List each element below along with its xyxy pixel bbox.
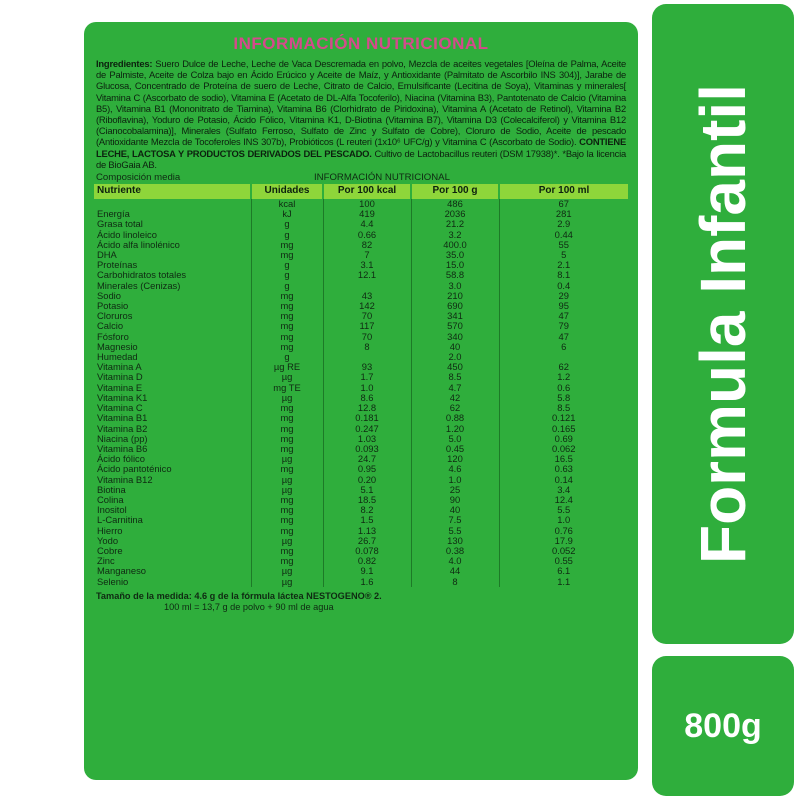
row-per-100g: 2.0 bbox=[411, 352, 499, 362]
row-per-100ml: 2.9 bbox=[499, 219, 628, 229]
row-nutrient: Zinc bbox=[97, 555, 115, 567]
row-nutrient: Vitamina B6 bbox=[97, 442, 148, 454]
row-nutrient: Vitamina A bbox=[97, 361, 142, 373]
row-nutrient: Potasio bbox=[97, 300, 129, 312]
row-per-100g: 130 bbox=[411, 536, 499, 546]
row-per-100ml: 17.9 bbox=[499, 536, 628, 546]
row-per-100kcal: 0.093 bbox=[323, 444, 411, 454]
row-per-100g: 90 bbox=[411, 495, 499, 505]
row-per-100g: 4.7 bbox=[411, 383, 499, 393]
row-unit: g bbox=[251, 230, 323, 240]
row-nutrient: Biotina bbox=[97, 483, 126, 495]
row-nutrient: DHA bbox=[97, 249, 117, 261]
row-per-100kcal: 4.4 bbox=[323, 219, 411, 229]
table-row bbox=[94, 515, 628, 525]
net-weight-text: 800g bbox=[684, 706, 762, 745]
row-per-100ml: 29 bbox=[499, 291, 628, 301]
header-unidades: Unidades bbox=[251, 184, 323, 199]
row-unit: mg bbox=[251, 321, 323, 331]
row-unit: µg bbox=[251, 372, 323, 382]
row-per-100kcal: 93 bbox=[323, 362, 411, 372]
row-unit: µg bbox=[251, 536, 323, 546]
row-nutrient: Selenio bbox=[97, 575, 129, 587]
row-per-100kcal: 82 bbox=[323, 240, 411, 250]
row-unit: mg bbox=[251, 311, 323, 321]
product-type-text: Formula Infantil bbox=[687, 84, 759, 564]
row-nutrient: Colina bbox=[97, 493, 124, 505]
row-per-100kcal: 8.2 bbox=[323, 505, 411, 515]
row-unit: µg bbox=[251, 577, 323, 587]
table-row bbox=[94, 301, 628, 311]
table-header-row bbox=[94, 184, 628, 199]
row-unit: µg bbox=[251, 393, 323, 403]
row-nutrient: Ácido linoleico bbox=[97, 228, 157, 240]
row-per-100ml: 6 bbox=[499, 342, 628, 352]
row-per-100kcal: 9.1 bbox=[323, 566, 411, 576]
row-per-100kcal: 0.66 bbox=[323, 230, 411, 240]
table-row bbox=[94, 352, 628, 362]
row-per-100kcal: 117 bbox=[323, 321, 411, 331]
row-per-100g: 1.0 bbox=[411, 475, 499, 485]
row-unit: mg bbox=[251, 240, 323, 250]
row-per-100g: 400.0 bbox=[411, 240, 499, 250]
table-row bbox=[94, 240, 628, 250]
row-nutrient: Manganeso bbox=[97, 565, 146, 577]
row-per-100ml: 62 bbox=[499, 362, 628, 372]
row-unit: µg RE bbox=[251, 362, 323, 372]
row-nutrient: Vitamina B2 bbox=[97, 422, 148, 434]
row-per-100g: 690 bbox=[411, 301, 499, 311]
row-unit: g bbox=[251, 281, 323, 291]
table-title: INFORMACIÓN NUTRICIONAL bbox=[314, 172, 450, 184]
row-per-100g: 40 bbox=[411, 342, 499, 352]
product-type-banner bbox=[652, 4, 794, 644]
row-per-100ml: 8.1 bbox=[499, 270, 628, 280]
row-per-100g: 8.5 bbox=[411, 372, 499, 382]
row-per-100g: 15.0 bbox=[411, 260, 499, 270]
row-per-100g: 35.0 bbox=[411, 250, 499, 260]
row-unit: mg bbox=[251, 444, 323, 454]
row-per-100kcal: 70 bbox=[323, 311, 411, 321]
row-per-100ml: 0.76 bbox=[499, 526, 628, 536]
row-nutrient: Minerales (Cenizas) bbox=[97, 279, 181, 291]
row-per-100ml: 0.14 bbox=[499, 475, 628, 485]
row-per-100ml: 0.63 bbox=[499, 464, 628, 474]
row-per-100ml: 281 bbox=[499, 209, 628, 219]
row-per-100ml: 79 bbox=[499, 321, 628, 331]
row-nutrient: Proteínas bbox=[97, 259, 138, 271]
header-por-100-kcal: Por 100 kcal bbox=[323, 184, 411, 199]
row-unit: µg bbox=[251, 566, 323, 576]
row-nutrient: Vitamina C bbox=[97, 402, 143, 414]
row-per-100ml: 1.2 bbox=[499, 372, 628, 382]
row-per-100kcal: 3.1 bbox=[323, 260, 411, 270]
row-per-100g: 3.2 bbox=[411, 230, 499, 240]
panel-title: INFORMACIÓN NUTRICIONAL bbox=[233, 34, 489, 53]
row-nutrient: Ácido alfa linolénico bbox=[97, 238, 180, 250]
row-per-100g: 7.5 bbox=[411, 515, 499, 525]
row-per-100ml: 0.062 bbox=[499, 444, 628, 454]
row-nutrient: Cobre bbox=[97, 544, 123, 556]
row-per-100kcal: 0.247 bbox=[323, 424, 411, 434]
row-per-100kcal: 142 bbox=[323, 301, 411, 311]
table-row bbox=[94, 577, 628, 587]
header-por-100-ml: Por 100 ml bbox=[499, 184, 628, 199]
row-per-100g: 40 bbox=[411, 505, 499, 515]
row-per-100g: 44 bbox=[411, 566, 499, 576]
dilution-text: 100 ml = 13,7 g de polvo + 90 ml de agua bbox=[164, 601, 334, 612]
row-per-100g: 58.8 bbox=[411, 270, 499, 280]
row-nutrient: Grasa total bbox=[97, 218, 143, 230]
row-per-100kcal: 1.03 bbox=[323, 434, 411, 444]
table-row bbox=[94, 321, 628, 331]
header-nutriente: Nutriente bbox=[94, 184, 251, 199]
row-nutrient: Energía bbox=[97, 208, 130, 220]
row-unit: mg bbox=[251, 464, 323, 474]
table-row bbox=[94, 464, 628, 474]
row-per-100g: 0.88 bbox=[411, 413, 499, 423]
row-unit: mg bbox=[251, 301, 323, 311]
row-per-100ml: 55 bbox=[499, 240, 628, 250]
row-per-100kcal: 1.0 bbox=[323, 383, 411, 393]
row-per-100ml: 0.6 bbox=[499, 383, 628, 393]
row-unit: µg bbox=[251, 475, 323, 485]
row-per-100g: 4.0 bbox=[411, 556, 499, 566]
row-nutrient: Yodo bbox=[97, 534, 119, 546]
row-per-100g: 42 bbox=[411, 393, 499, 403]
row-per-100kcal: 419 bbox=[323, 209, 411, 219]
ingredients-block bbox=[96, 58, 626, 170]
row-nutrient: Vitamina B1 bbox=[97, 412, 148, 424]
ingredients-label: Ingredientes: bbox=[96, 58, 153, 69]
row-per-100ml: 0.4 bbox=[499, 281, 628, 291]
composition-label: Composición media bbox=[96, 172, 181, 184]
row-unit: mg bbox=[251, 526, 323, 536]
row-unit: mg bbox=[251, 342, 323, 352]
row-nutrient: Cloruros bbox=[97, 310, 133, 322]
row-per-100g: 3.0 bbox=[411, 281, 499, 291]
row-unit: g bbox=[251, 219, 323, 229]
row-unit: g bbox=[251, 270, 323, 280]
row-per-100ml: 8.5 bbox=[499, 403, 628, 413]
row-per-100g: 21.2 bbox=[411, 219, 499, 229]
row-nutrient: Carbohidratos totales bbox=[97, 269, 187, 281]
row-nutrient: Vitamina D bbox=[97, 371, 143, 383]
row-per-100g: 25 bbox=[411, 485, 499, 495]
row-per-100g: 4.6 bbox=[411, 464, 499, 474]
row-per-100g: 5.5 bbox=[411, 526, 499, 536]
row-unit: kcal bbox=[251, 199, 323, 209]
row-unit: µg bbox=[251, 485, 323, 495]
row-per-100g: 570 bbox=[411, 321, 499, 331]
row-per-100kcal: 1.6 bbox=[323, 577, 411, 587]
row-unit: mg bbox=[251, 515, 323, 525]
row-nutrient: Ácido pantoténico bbox=[97, 463, 172, 475]
culture-text: Cultivo de Lactobacillus reuteri (DSM 17938)*. *Bajo la licencia de BioGaia AB. bbox=[96, 147, 626, 170]
row-nutrient: Niacina (pp) bbox=[97, 432, 148, 444]
row-per-100kcal: 5.1 bbox=[323, 485, 411, 495]
row-per-100ml: 0.052 bbox=[499, 546, 628, 556]
row-per-100g: 340 bbox=[411, 332, 499, 342]
row-per-100kcal: 24.7 bbox=[323, 454, 411, 464]
table-row bbox=[94, 332, 628, 342]
row-per-100ml: 3.4 bbox=[499, 485, 628, 495]
nutrition-table bbox=[94, 184, 628, 587]
row-nutrient: Vitamina K1 bbox=[97, 391, 148, 403]
row-nutrient: Sodio bbox=[97, 289, 121, 301]
table-row bbox=[94, 342, 628, 352]
row-per-100g: 5.0 bbox=[411, 434, 499, 444]
table-row bbox=[94, 413, 628, 423]
ingredients-text: Suero Dulce de Leche, Leche de Vaca Descremada en polvo, Mezcla de aceites vegetales [Oleína de Palma, Aceite de Palmiste, Aceite de Colza bajo en Ácido Erúcico y Aceite de Maíz, y Antioxidante (Palmitato de Ascorbilo INS 304)], Jarabe de Glucosa, Concentrado de Proteína de suero de Leche, Citrato de Calcio, Emulsificante (Lecitina de Soya), Vitaminas y minerales[ Vitamina C (Ascorbato de sodio), Vitamina E (Acetato de DL-Alfa Tocoferilo), Niacina (Vitamina B3), Pantotenato de Calcio (Vitamina B5), Vitamina B1 (Mononitrato de Tiamina), Vitamina B6 (Clorhidrato de Piridoxina), Vitamina A (Acetato de Retinol), Vitamina B2 (Riboflavina), Yoduro de Potasio, Ácido Fólico, Vitamina K1, D-Biotina (Vitamina B7), Vitamina D3 (Colecalciferol) y Vitamina B12 (Cianocobalamina)], Minerales (Sulfato Ferroso, Sulfato de Zinc y Sulfato de Cobre), Cloruro de Sodio, Aceite de pescado (Antioxidante Mezcla de Tocoferoles INS 307b), Probióticos (L reuteri (1x10⁶ UFC/g) y Vitamina C (Ascorbato de Sodio). bbox=[96, 58, 626, 148]
row-per-100kcal: 70 bbox=[323, 332, 411, 342]
row-per-100ml: 0.44 bbox=[499, 230, 628, 240]
row-unit: mg bbox=[251, 434, 323, 444]
row-unit: mg bbox=[251, 403, 323, 413]
row-per-100g: 450 bbox=[411, 362, 499, 372]
row-per-100ml: 5.8 bbox=[499, 393, 628, 403]
row-per-100g: 210 bbox=[411, 291, 499, 301]
row-unit: g bbox=[251, 352, 323, 362]
row-nutrient: Vitamina B12 bbox=[97, 473, 153, 485]
row-per-100kcal: 0.181 bbox=[323, 413, 411, 423]
row-per-100g: 1.20 bbox=[411, 424, 499, 434]
row-per-100g: 120 bbox=[411, 454, 499, 464]
row-unit: mg bbox=[251, 413, 323, 423]
row-per-100g: 0.45 bbox=[411, 444, 499, 454]
row-per-100g: 486 bbox=[411, 199, 499, 209]
serving-footer bbox=[96, 591, 626, 613]
row-nutrient: Ácido fólico bbox=[97, 453, 145, 465]
row-per-100kcal: 8 bbox=[323, 342, 411, 352]
row-per-100kcal: 1.7 bbox=[323, 372, 411, 382]
row-per-100ml: 5.5 bbox=[499, 505, 628, 515]
serving-size-text: Tamaño de la medida: 4.6 g de la fórmula láctea NESTOGENO® 2. bbox=[96, 590, 382, 601]
row-per-100kcal: 12.8 bbox=[323, 403, 411, 413]
row-per-100ml: 6.1 bbox=[499, 566, 628, 576]
row-per-100kcal: 100 bbox=[323, 199, 411, 209]
allergen-text: CONTIENE LECHE, LACTOSA Y PRODUCTOS DERIVADOS DEL PESCADO. bbox=[96, 136, 626, 159]
row-per-100ml: 47 bbox=[499, 311, 628, 321]
row-per-100ml: 0.165 bbox=[499, 424, 628, 434]
row-per-100kcal: 0.95 bbox=[323, 464, 411, 474]
row-nutrient: Vitamina E bbox=[97, 381, 143, 393]
row-per-100ml: 12.4 bbox=[499, 495, 628, 505]
row-per-100ml: 1.1 bbox=[499, 577, 628, 587]
row-unit: g bbox=[251, 260, 323, 270]
row-unit: mg bbox=[251, 424, 323, 434]
row-nutrient: Fósforo bbox=[97, 330, 129, 342]
row-unit: mg bbox=[251, 250, 323, 260]
row-unit: mg bbox=[251, 495, 323, 505]
row-per-100g: 8 bbox=[411, 577, 499, 587]
row-per-100ml: 16.5 bbox=[499, 454, 628, 464]
row-nutrient: Humedad bbox=[97, 351, 138, 363]
row-per-100kcal: 43 bbox=[323, 291, 411, 301]
row-per-100g: 2036 bbox=[411, 209, 499, 219]
row-nutrient: L-Carnitina bbox=[97, 514, 143, 526]
row-per-100ml: 67 bbox=[499, 199, 628, 209]
row-per-100kcal: 8.6 bbox=[323, 393, 411, 403]
row-unit: mg bbox=[251, 505, 323, 515]
row-per-100ml: 95 bbox=[499, 301, 628, 311]
row-per-100ml: 2.1 bbox=[499, 260, 628, 270]
row-per-100kcal: 1.5 bbox=[323, 515, 411, 525]
row-per-100kcal: 0.20 bbox=[323, 475, 411, 485]
row-per-100kcal: 0.078 bbox=[323, 546, 411, 556]
row-unit: mg bbox=[251, 546, 323, 556]
row-per-100kcal: 7 bbox=[323, 250, 411, 260]
row-per-100kcal: 0.82 bbox=[323, 556, 411, 566]
row-nutrient: Magnesio bbox=[97, 340, 138, 352]
row-unit: µg bbox=[251, 454, 323, 464]
row-unit: mg bbox=[251, 332, 323, 342]
row-nutrient: Calcio bbox=[97, 320, 124, 332]
row-per-100kcal: 1.13 bbox=[323, 526, 411, 536]
row-per-100ml: 47 bbox=[499, 332, 628, 342]
row-per-100g: 341 bbox=[411, 311, 499, 321]
row-nutrient: Inositol bbox=[97, 504, 127, 516]
row-per-100ml: 0.69 bbox=[499, 434, 628, 444]
row-per-100ml: 1.0 bbox=[499, 515, 628, 525]
nutrition-panel bbox=[84, 22, 638, 780]
row-per-100kcal: 26.7 bbox=[323, 536, 411, 546]
net-weight-badge bbox=[652, 656, 794, 796]
row-unit: mg bbox=[251, 556, 323, 566]
row-per-100g: 62 bbox=[411, 403, 499, 413]
table-row bbox=[94, 281, 628, 291]
header-por-100-g: Por 100 g bbox=[411, 184, 499, 199]
row-unit: mg TE bbox=[251, 383, 323, 393]
row-per-100ml: 5 bbox=[499, 250, 628, 260]
row-per-100ml: 0.121 bbox=[499, 413, 628, 423]
row-unit: mg bbox=[251, 291, 323, 301]
table-body bbox=[94, 199, 628, 587]
table-subheader bbox=[96, 172, 626, 184]
row-per-100kcal: 18.5 bbox=[323, 495, 411, 505]
row-per-100g: 0.38 bbox=[411, 546, 499, 556]
row-unit: kJ bbox=[251, 209, 323, 219]
row-per-100kcal: 12.1 bbox=[323, 270, 411, 280]
row-nutrient: Hierro bbox=[97, 524, 123, 536]
row-per-100ml: 0.55 bbox=[499, 556, 628, 566]
